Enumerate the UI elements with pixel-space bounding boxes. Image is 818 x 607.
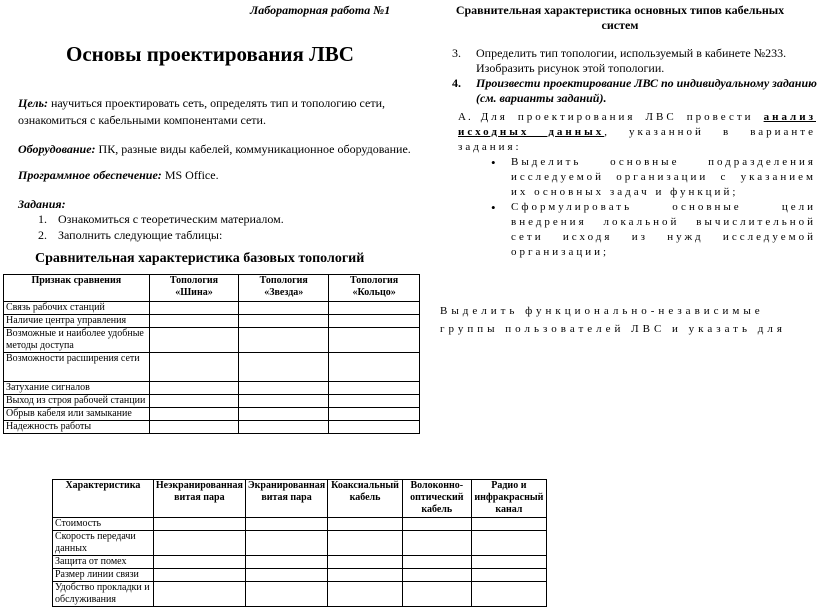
instruction-number: 3. — [452, 46, 461, 60]
equipment-label: Оборудование: — [18, 142, 96, 156]
table-cell[interactable] — [328, 582, 403, 607]
table-cell[interactable] — [402, 556, 471, 569]
row-label: Связь рабочих станций — [4, 302, 150, 315]
table-cell[interactable] — [239, 408, 329, 421]
table-row — [53, 518, 547, 531]
row-label: Наличие центра управления — [4, 315, 150, 328]
row-label: Возможные и наиболее удобные методы доступа — [4, 328, 150, 353]
row-label: Выход из строя рабочей станции — [4, 395, 150, 408]
row-label: Обрыв кабеля или замыкание — [4, 408, 150, 421]
table-header-cell: Неэкранированная витая пара — [153, 480, 245, 518]
row-label: Стоимость — [53, 518, 154, 531]
topology-table-title: Сравнительная характеристика базовых топологий — [35, 251, 365, 266]
table-cell[interactable] — [245, 556, 327, 569]
row-label: Размер линии связи — [53, 569, 154, 582]
subtask-text: Для проектирования ЛВС провести — [480, 111, 764, 123]
instructions-list — [440, 46, 818, 106]
row-label: Удобство прокладки и обслуживания — [53, 582, 154, 607]
equipment-paragraph — [18, 141, 418, 158]
table-header-cell: Признак сравнения — [4, 275, 150, 302]
table-cell[interactable] — [329, 328, 420, 353]
table-row — [53, 569, 547, 582]
equipment-text: ПК, разные виды кабелей, коммуникационное оборудование. — [95, 142, 411, 156]
list-item: • Выделить основные подразделения исследуемой организации с указанием их основных задач и функций; — [491, 155, 816, 200]
tasks-label: Задания: — [18, 197, 66, 211]
subtask-letter: А. — [458, 111, 473, 123]
tasks-list — [38, 211, 284, 243]
table-cell[interactable] — [153, 531, 245, 556]
table-row — [4, 328, 420, 353]
instruction-number: 4. — [452, 76, 461, 90]
goal-paragraph — [18, 95, 418, 129]
table-cell[interactable] — [239, 421, 329, 434]
table-header-cell: Коаксиальный кабель — [328, 480, 403, 518]
task-text: Ознакомиться с теоретическим материалом. — [58, 212, 284, 226]
table-cell[interactable] — [402, 518, 471, 531]
row-label: Защита от помех — [53, 556, 154, 569]
cable-comparison-table — [52, 479, 547, 607]
table-header-row — [53, 480, 547, 518]
table-row — [53, 531, 547, 556]
table-cell[interactable] — [471, 518, 546, 531]
table-cell[interactable] — [328, 531, 403, 556]
table-cell[interactable] — [329, 353, 420, 382]
table-row — [53, 582, 547, 607]
list-item: • Сформулировать основные цели внедрения локальной вычислительной сети исходя из нужд исследуемой организации; — [491, 200, 816, 260]
subtask-emphasis: анализ исходных данных — [458, 111, 816, 138]
table-header-cell: Топология «Шина» — [149, 275, 239, 302]
table-row — [53, 556, 547, 569]
table-cell[interactable] — [402, 582, 471, 607]
row-label: Затухание сигналов — [4, 382, 150, 395]
row-label: Надежность работы — [4, 421, 150, 434]
instruction-item — [440, 76, 818, 106]
task-number: 1. — [38, 212, 47, 226]
row-label: Скорость передачи данных — [53, 531, 154, 556]
lab-header: Лабораторная работа №1 — [250, 3, 391, 17]
table-cell[interactable] — [329, 395, 420, 408]
table-cell[interactable] — [153, 582, 245, 607]
table-header-cell: Топология «Кольцо» — [329, 275, 420, 302]
table-row — [4, 382, 420, 395]
row-label: Возможности расширения сети — [4, 353, 150, 382]
table-cell[interactable] — [329, 408, 420, 421]
instruction-text: Определить тип топологии, используемый в кабинете №233. Изобразить рисунок этой топологии. — [476, 46, 787, 75]
goal-text: научиться проектировать сеть, определять тип и топологию сети, ознакомиться с кабельными компонентами сети. — [18, 96, 386, 127]
table-header-cell: Топология «Звезда» — [239, 275, 329, 302]
table-cell[interactable] — [328, 556, 403, 569]
table-cell[interactable] — [149, 302, 239, 315]
table-cell[interactable] — [328, 518, 403, 531]
software-text: MS Office. — [161, 168, 219, 182]
table-row — [4, 302, 420, 315]
table-cell[interactable] — [239, 353, 329, 382]
table-cell[interactable] — [245, 582, 327, 607]
instruction-text: Произвести проектирование ЛВС по индивидуальному заданию (см. варианты заданий). — [476, 76, 817, 105]
table-cell[interactable] — [329, 421, 420, 434]
software-paragraph — [18, 167, 418, 184]
task-item — [38, 227, 284, 243]
subtask-a — [458, 110, 816, 260]
bullet-list — [491, 155, 816, 260]
table-cell[interactable] — [329, 302, 420, 315]
table-cell[interactable] — [149, 353, 239, 382]
table-row — [4, 408, 420, 421]
table-header-cell: Характеристика — [53, 480, 154, 518]
continuation-text: Выделить функционально-независимые группы пользователей ЛВС и указать для — [440, 305, 786, 335]
task-number: 2. — [38, 228, 47, 242]
table-cell[interactable] — [153, 556, 245, 569]
table-row — [4, 353, 420, 382]
table-row — [4, 421, 420, 434]
table-cell[interactable] — [149, 328, 239, 353]
software-label: Программное обеспечение: — [18, 168, 162, 182]
table-cell[interactable] — [245, 518, 327, 531]
instruction-item — [440, 46, 818, 76]
subtask-text: , указанной в варианте задания: — [458, 126, 816, 153]
table-cell[interactable] — [239, 395, 329, 408]
subtask-a-intro — [458, 110, 816, 155]
table-cell[interactable] — [402, 531, 471, 556]
page-title: Основы проектирования ЛВС — [66, 42, 354, 66]
table-cell[interactable] — [153, 518, 245, 531]
table-cell[interactable] — [328, 569, 403, 582]
table-cell[interactable] — [471, 569, 546, 582]
table-cell[interactable] — [245, 531, 327, 556]
goal-label: Цель: — [18, 96, 48, 110]
table-cell[interactable] — [245, 569, 327, 582]
table-cell[interactable] — [149, 395, 239, 408]
table-header-cell: Радио и инфракрасный канал — [471, 480, 546, 518]
table-row — [4, 315, 420, 328]
table-cell[interactable] — [153, 569, 245, 582]
table-cell[interactable] — [239, 382, 329, 395]
task-text: Заполнить следующие таблицы: — [58, 228, 223, 242]
table-cell[interactable] — [471, 582, 546, 607]
table-cell[interactable] — [149, 421, 239, 434]
table-cell[interactable] — [239, 315, 329, 328]
table-cell[interactable] — [239, 302, 329, 315]
table-cell[interactable] — [149, 382, 239, 395]
task-item — [38, 211, 284, 227]
table-cell[interactable] — [471, 531, 546, 556]
topology-comparison-table — [3, 274, 420, 434]
table-header-cell: Экранированная витая пара — [245, 480, 327, 518]
table-header-row — [4, 275, 420, 302]
table-cell[interactable] — [471, 556, 546, 569]
table-cell[interactable] — [329, 382, 420, 395]
table-cell[interactable] — [239, 328, 329, 353]
table-cell[interactable] — [149, 315, 239, 328]
table-cell[interactable] — [149, 408, 239, 421]
table-row — [4, 395, 420, 408]
table-cell[interactable] — [329, 315, 420, 328]
table-cell[interactable] — [402, 569, 471, 582]
cable-table-title: Сравнительная характеристика основных типов кабельных систем — [455, 3, 785, 32]
table-header-cell: Волоконно-оптический кабель — [402, 480, 471, 518]
